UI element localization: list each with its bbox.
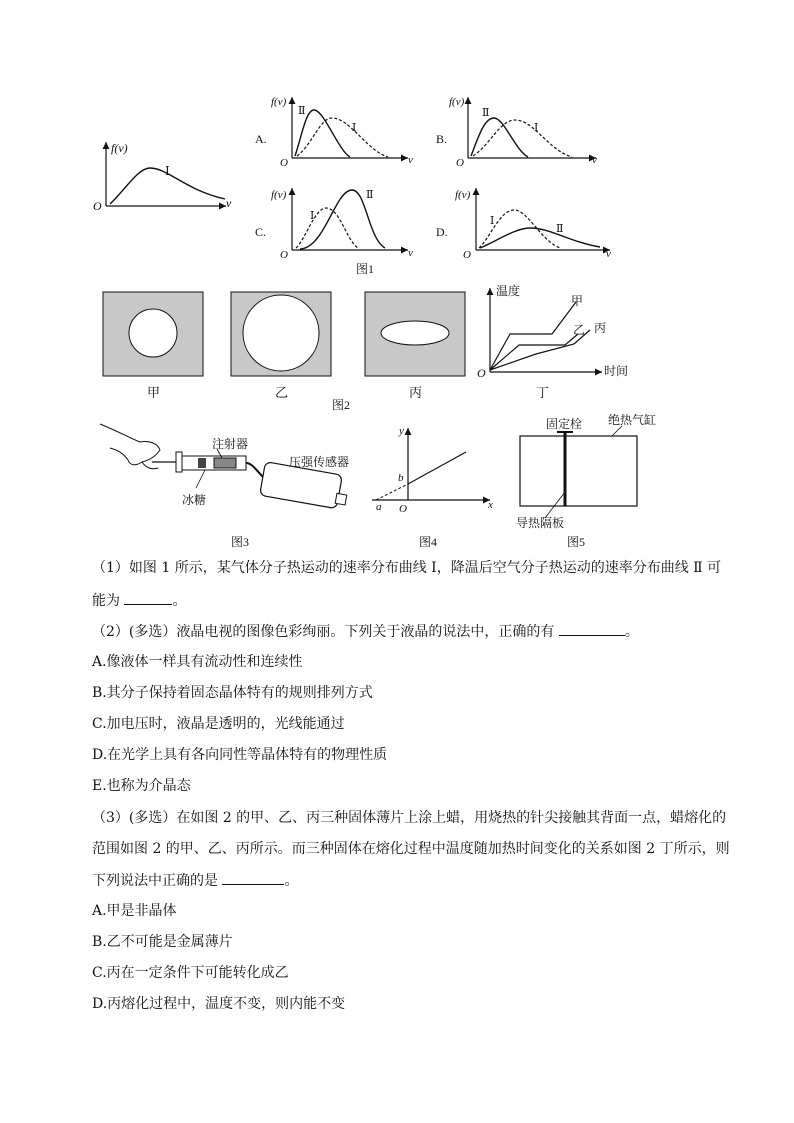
svg-text:a: a xyxy=(376,501,382,513)
fig2-caption: 图2 xyxy=(332,398,351,412)
fig5-caption: 图5 xyxy=(567,535,586,549)
q2-option-d: D.在光学上具有各向同性等晶体特有的物理性质 xyxy=(92,747,388,763)
fig1-base-curve-label: Ⅰ xyxy=(165,164,170,178)
svg-text:Ⅱ: Ⅱ xyxy=(482,107,490,119)
svg-text:f(v): f(v) xyxy=(455,189,471,201)
fig5-cylinder xyxy=(516,412,656,530)
svg-text:v: v xyxy=(408,154,413,166)
fig1-origin: O xyxy=(93,199,102,213)
svg-text:Ⅱ: Ⅱ xyxy=(556,223,564,235)
option-b-label: B. xyxy=(436,132,448,146)
figures-area xyxy=(0,0,794,560)
fig1-caption: 图1 xyxy=(356,262,375,276)
q1-answer-blank[interactable] xyxy=(124,590,172,605)
svg-text:O: O xyxy=(456,157,464,169)
svg-text:导热隔板: 导热隔板 xyxy=(516,516,565,530)
svg-text:时间: 时间 xyxy=(604,364,629,378)
fig2-panel-jia xyxy=(103,292,203,400)
q2-option-c: C.加电压时，液晶是透明的，光线能通过 xyxy=(92,716,345,732)
q3-line3: 下列说法中正确的是 。 xyxy=(92,870,732,891)
q3-line2: 范围如图 2 的甲、乙、丙所示。而三种固体在熔化过程中温度随加热时间变化的关系如图 2 丁所示，则 xyxy=(92,841,730,857)
svg-text:x: x xyxy=(488,499,493,511)
svg-text:b: b xyxy=(398,472,404,484)
fig2-panel-bing xyxy=(365,292,465,400)
svg-text:O: O xyxy=(477,366,486,380)
svg-text:v: v xyxy=(592,154,597,166)
svg-text:甲: 甲 xyxy=(571,294,584,308)
svg-text:绝热气缸: 绝热气缸 xyxy=(608,413,657,427)
svg-text:乙: 乙 xyxy=(275,385,289,400)
svg-text:v: v xyxy=(606,248,611,260)
svg-text:压强传感器: 压强传感器 xyxy=(289,455,350,469)
q2-answer-blank[interactable] xyxy=(559,621,625,636)
svg-text:甲: 甲 xyxy=(147,385,161,400)
q3-answer-blank[interactable] xyxy=(222,870,284,885)
svg-text:注射器: 注射器 xyxy=(212,437,249,451)
fig2-panel-ding-graph xyxy=(477,283,628,400)
svg-text:丙: 丙 xyxy=(409,385,423,400)
svg-text:乙: 乙 xyxy=(573,323,586,337)
fig1-option-a xyxy=(255,96,413,169)
svg-text:v: v xyxy=(408,247,413,259)
svg-text:O: O xyxy=(399,503,407,515)
fig1-option-d xyxy=(436,188,611,261)
q2-stem: （2）(多选）液晶电视的图像色彩绚丽。下列关于液晶的说法中，正确的有 。 xyxy=(92,621,732,642)
q3-option-a: A.甲是非晶体 xyxy=(92,903,177,919)
svg-text:固定栓: 固定栓 xyxy=(546,417,583,431)
svg-text:Ⅰ: Ⅰ xyxy=(352,122,357,134)
svg-text:O: O xyxy=(280,157,288,169)
fig3-syringe-diagram xyxy=(100,424,349,509)
q3-option-b: B.乙不可能是金属薄片 xyxy=(92,934,233,950)
fig2-panel-yi xyxy=(231,292,331,400)
svg-text:Ⅰ: Ⅰ xyxy=(534,122,539,134)
svg-text:f(v): f(v) xyxy=(271,96,287,108)
fig4-graph xyxy=(372,425,493,515)
svg-text:温度: 温度 xyxy=(496,284,521,298)
svg-text:Ⅰ: Ⅰ xyxy=(490,215,495,227)
fig4-caption: 图4 xyxy=(419,535,438,549)
q2-option-a: A.像液体一样具有流动性和连续性 xyxy=(92,654,303,670)
fig1-x-label: v xyxy=(226,196,232,210)
q3-option-c: C.丙在一定条件下可能转化成乙 xyxy=(92,965,289,981)
q1-line2: 能为 。 xyxy=(92,590,732,611)
option-d-label: D. xyxy=(436,225,448,239)
fig3-caption: 图3 xyxy=(231,535,250,549)
fig1-option-b xyxy=(436,96,597,169)
svg-text:O: O xyxy=(280,249,288,261)
fig1-y-label: f(v) xyxy=(111,141,128,155)
option-c-label: C. xyxy=(255,225,267,239)
svg-text:Ⅱ: Ⅱ xyxy=(366,189,374,201)
q3-option-d: D.丙熔化过程中，温度不变，则内能不变 xyxy=(92,996,346,1012)
svg-text:O: O xyxy=(463,249,471,261)
fig1-option-c xyxy=(255,188,413,261)
svg-text:丁: 丁 xyxy=(536,385,550,400)
svg-text:Ⅱ: Ⅱ xyxy=(298,105,306,117)
q2-option-b: B.其分子保持着固态晶体特有的规则排列方式 xyxy=(92,685,373,701)
svg-text:冰糖: 冰糖 xyxy=(182,493,207,507)
svg-text:y: y xyxy=(399,425,404,437)
fig1-base-graph xyxy=(93,141,232,213)
svg-text:f(v): f(v) xyxy=(449,96,465,108)
q2-option-e: E.也称为介晶态 xyxy=(92,778,191,794)
q3-line1: （3）(多选）在如图 2 的甲、乙、丙三种固体薄片上涂上蜡，用烧热的针尖接触其背面一点，蜡熔化的 xyxy=(92,810,727,826)
svg-text:f(v): f(v) xyxy=(271,189,287,201)
option-a-label: A. xyxy=(255,132,267,146)
svg-text:Ⅰ: Ⅰ xyxy=(310,210,315,222)
svg-text:丙: 丙 xyxy=(594,321,607,335)
q1-line1: （1）如图 1 所示，某气体分子热运动的速率分布曲线 Ⅰ，降温后空气分子热运动的速率分布曲线 Ⅱ 可 xyxy=(92,560,722,576)
